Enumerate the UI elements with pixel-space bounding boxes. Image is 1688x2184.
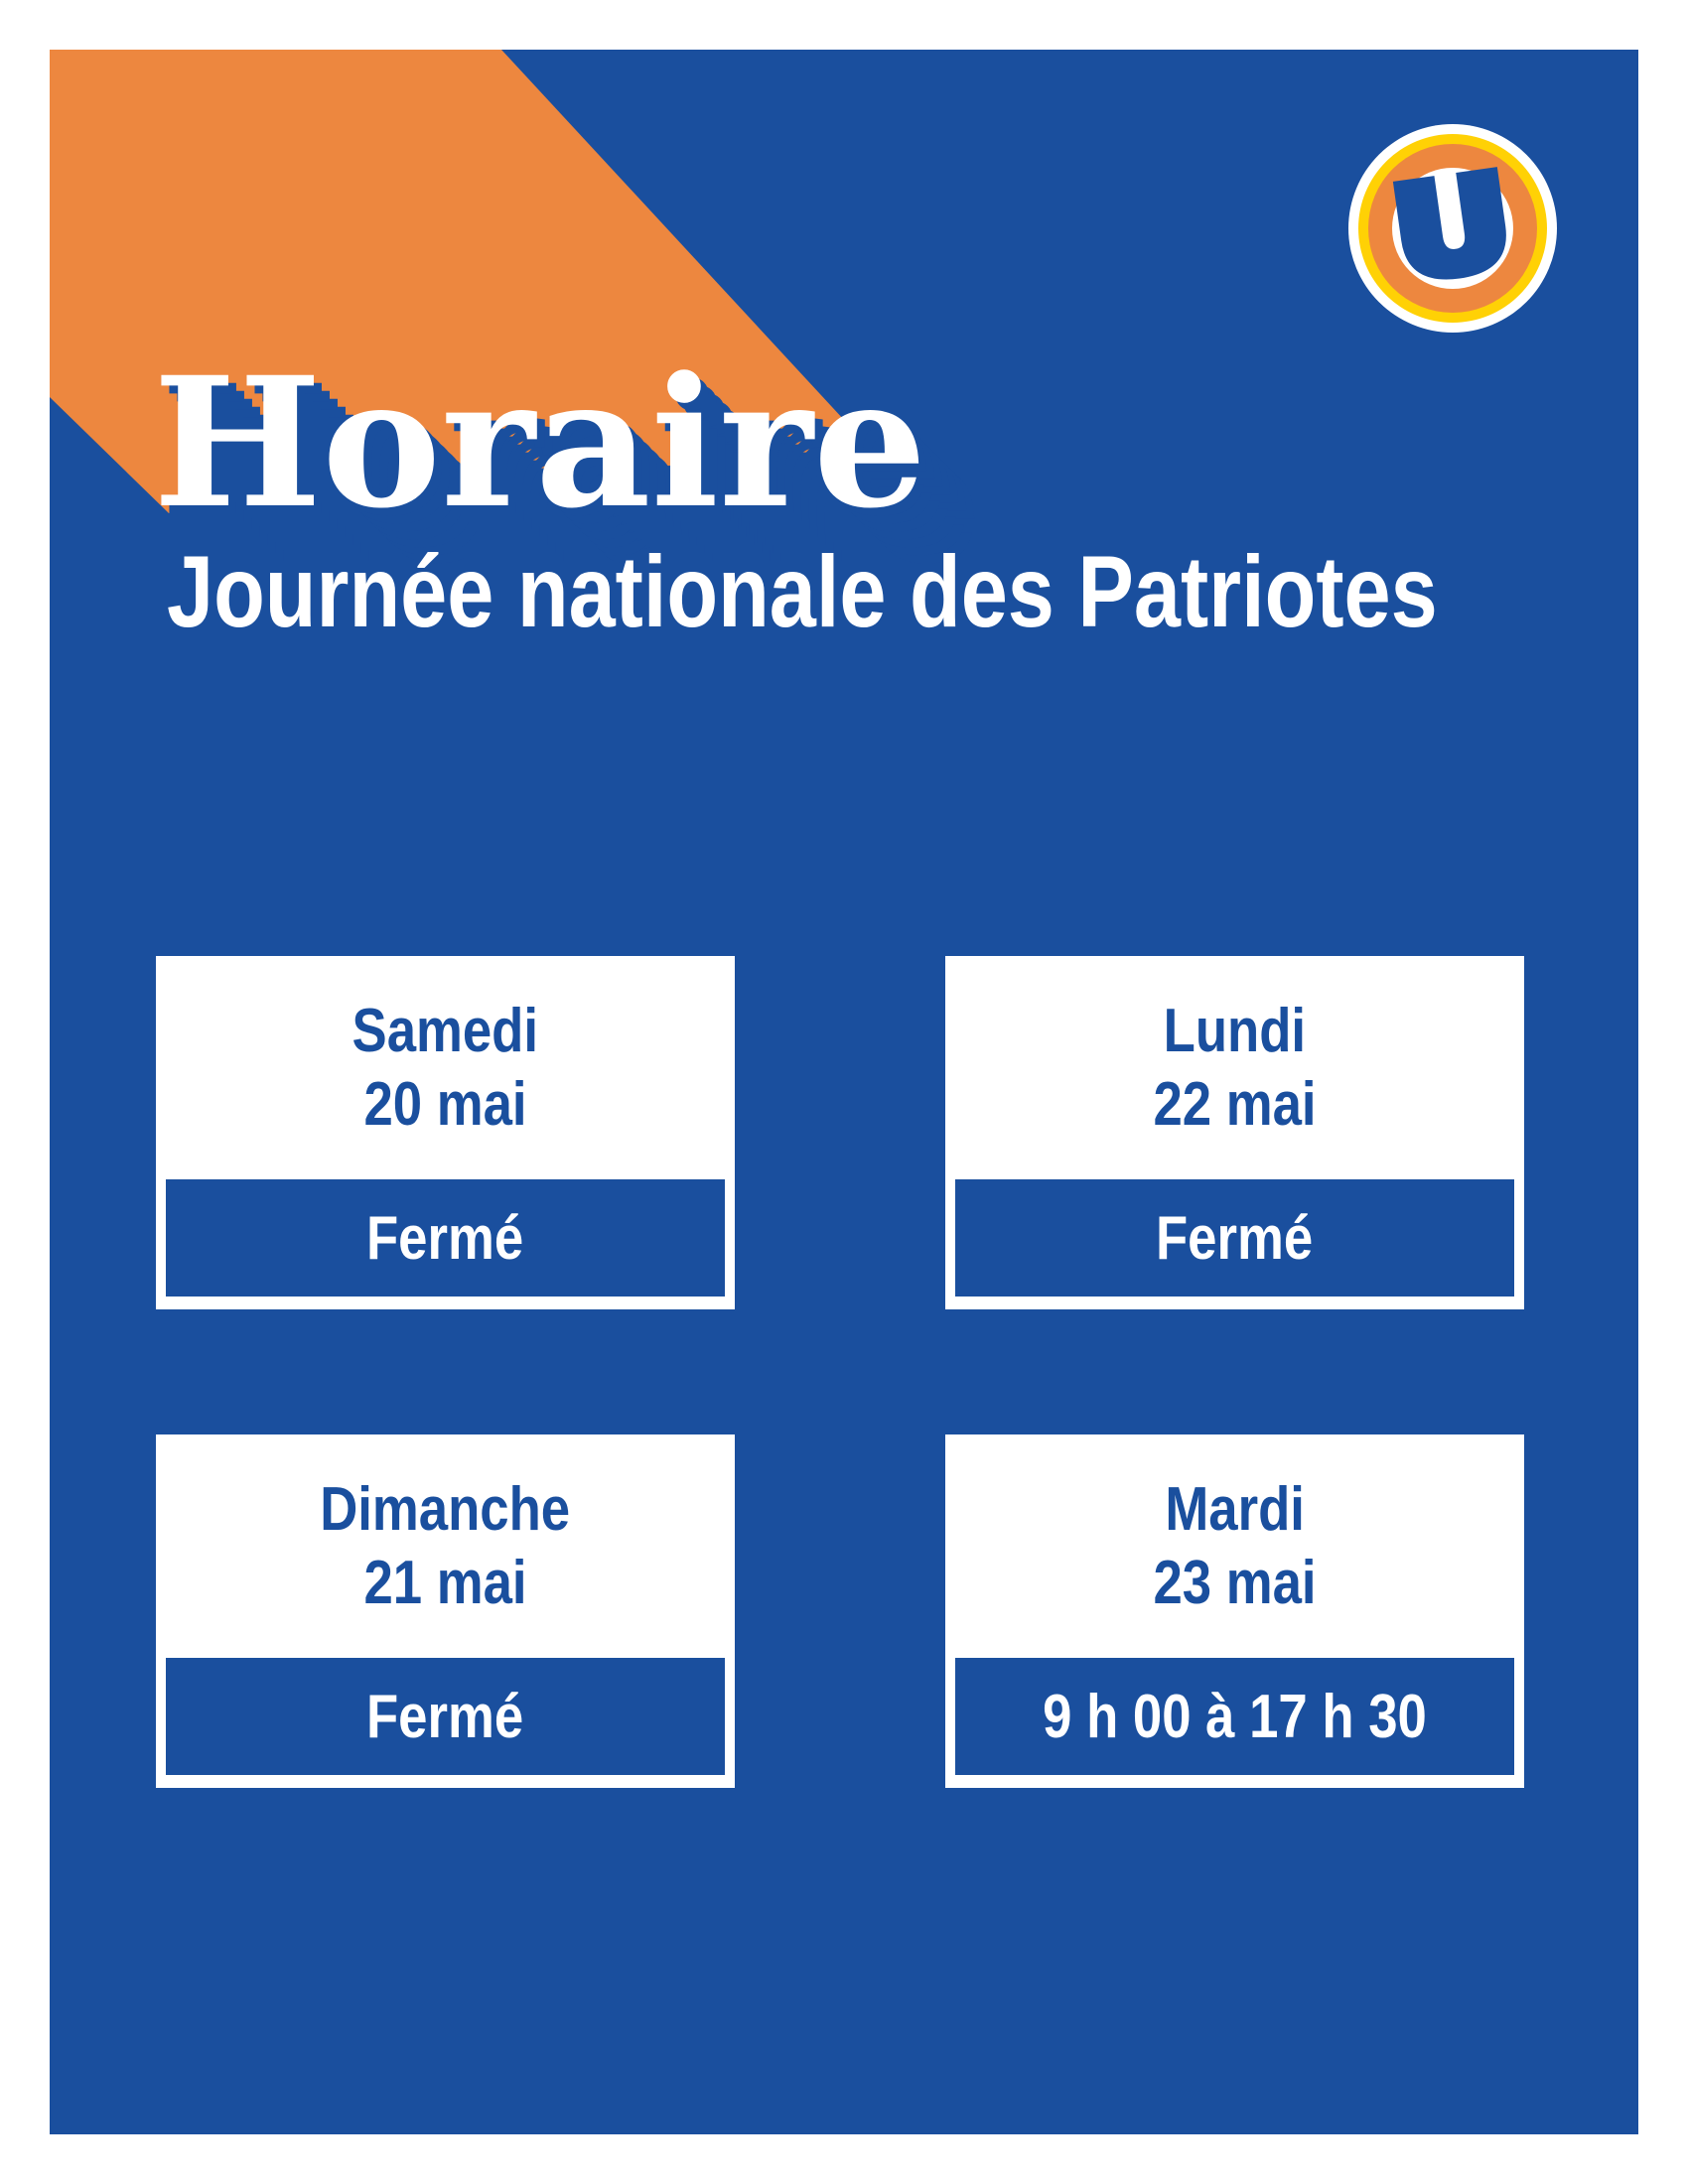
- card-date: [1139, 1068, 1331, 1141]
- page-subtitle-text: Journée nationale des Patriotes: [167, 535, 1438, 648]
- card-hours-text: 9 h 00 à 17 h 30: [1043, 1682, 1427, 1751]
- card-date-text: 21 mai: [363, 1548, 527, 1617]
- card-day-section: [156, 1434, 735, 1658]
- card-day: [1151, 995, 1319, 1067]
- page-title: Horaire: [153, 339, 927, 548]
- schedule-card: [945, 956, 1524, 1309]
- card-day-text: Dimanche: [320, 1475, 571, 1545]
- card-date-text: 22 mai: [1153, 1069, 1317, 1139]
- card-day-text: Samedi: [352, 997, 539, 1066]
- card-hours-bar: [955, 1179, 1514, 1297]
- card-date: [350, 1068, 541, 1141]
- card-hours-text: Fermé: [1156, 1203, 1314, 1273]
- card-hours-bar: [166, 1179, 725, 1297]
- card-hours-text: Fermé: [366, 1203, 524, 1273]
- brand-logo: [1348, 124, 1557, 333]
- card-date: [350, 1547, 541, 1619]
- schedule-grid: [156, 956, 1524, 1788]
- card-day: [1153, 1473, 1317, 1546]
- card-date: [1139, 1547, 1331, 1619]
- card-hours-bar: [166, 1658, 725, 1775]
- card-hours-bar: [955, 1658, 1514, 1775]
- card-day: [336, 995, 555, 1067]
- schedule-card: [156, 1434, 735, 1788]
- card-hours-text: Fermé: [366, 1682, 524, 1751]
- card-day-section: [156, 956, 735, 1179]
- schedule-card: [156, 956, 735, 1309]
- page-subtitle: [167, 535, 1638, 648]
- card-day-section: [945, 956, 1524, 1179]
- card-date-text: 23 mai: [1153, 1548, 1317, 1617]
- poster-canvas: [50, 50, 1638, 2134]
- card-day: [298, 1473, 592, 1546]
- card-date-text: 20 mai: [363, 1069, 527, 1139]
- card-day-text: Mardi: [1165, 1475, 1305, 1545]
- schedule-card: [945, 1434, 1524, 1788]
- u-logo-icon: [1348, 124, 1557, 333]
- card-day-section: [945, 1434, 1524, 1658]
- card-day-text: Lundi: [1163, 997, 1307, 1066]
